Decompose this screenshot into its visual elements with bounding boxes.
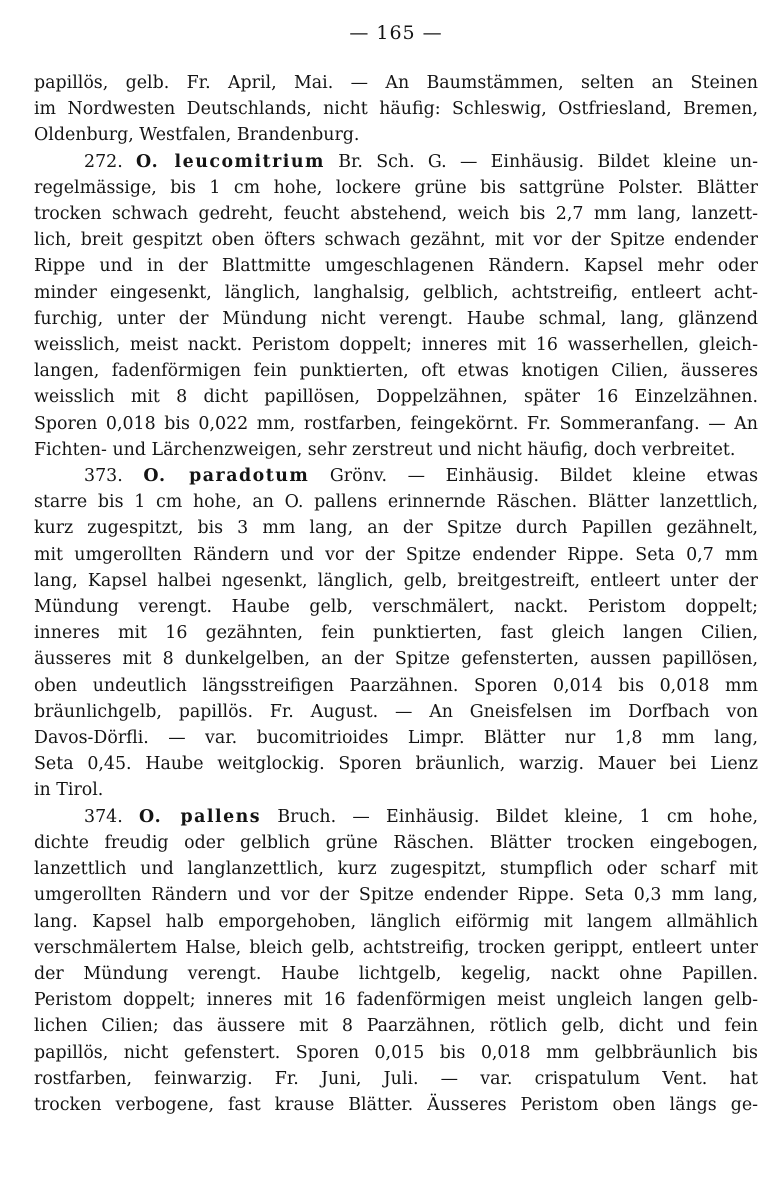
text-line bbox=[34, 594, 758, 620]
text-line bbox=[34, 909, 758, 935]
line-text: bräunlichgelb, papillös. Fr. August. — An Gneisfelsen im Dorfbach von bbox=[34, 701, 758, 722]
text-line bbox=[34, 122, 758, 148]
line-text: lang, Kapsel halbei ngesenkt, länglich, gelb, breitgestreift, entleert unter der bbox=[34, 570, 758, 591]
text-line bbox=[34, 935, 758, 961]
text-line bbox=[34, 1013, 758, 1039]
line-text: dichte freudig oder gelblich grüne Räschen. Blätter trocken eingebogen, bbox=[34, 832, 758, 853]
line-text: papillös, nicht gefenstert. Sporen 0,015 bis 0,018 mm gelbbräunlich bis bbox=[34, 1042, 758, 1063]
line-text: papillös, gelb. Fr. April, Mai. — An Baumstämmen, selten an Steinen bbox=[34, 73, 758, 93]
text-line bbox=[34, 882, 758, 908]
species-number: 272. bbox=[84, 151, 137, 172]
text-line bbox=[34, 201, 758, 227]
text-line bbox=[34, 751, 758, 777]
line-text: rostfarben, feinwarzig. Fr. Juni, Juli. — var. crispatulum Vent. hat bbox=[34, 1068, 758, 1089]
line-text: lich, breit gespitzt oben öfters schwach gezähnt, mit vor der Spitze endender bbox=[34, 230, 758, 251]
text-line bbox=[34, 280, 758, 306]
line-text: Rippe und in der Blattmitte umgeschlagenen Rändern. Kapsel mehr oder bbox=[34, 256, 758, 277]
species-number: 373. bbox=[84, 466, 144, 487]
species-name: O. pallens bbox=[138, 806, 262, 827]
line-text: Sporen 0,018 bis 0,022 mm, rostfarben, feingekörnt. Fr. Sommeranfang. — An bbox=[34, 413, 758, 434]
line-text: Bruch. — Einhäusig. Bildet kleine, 1 cm hohe, bbox=[261, 806, 758, 827]
line-text: äusseres mit 8 dunkelgelben, an der Spitze gefensterten, aussen papillösen, bbox=[34, 649, 758, 670]
text-line bbox=[34, 70, 758, 96]
text-line bbox=[34, 306, 758, 332]
text-line bbox=[34, 830, 758, 856]
line-text: oben undeutlich längsstreifigen Paarzähnen. Sporen 0,014 bis 0,018 mm bbox=[34, 675, 758, 696]
text-line bbox=[34, 568, 758, 594]
line-text: Oldenburg, Westfalen, Brandenburg. bbox=[34, 125, 360, 146]
line-text: verschmälertem Halse, bleich gelb, achtstreifig, trocken gerippt, entleert unter bbox=[34, 937, 758, 958]
text-line bbox=[34, 673, 758, 699]
species-entry-first-line bbox=[34, 463, 758, 489]
line-text: langen, fadenförmigen fein punktierten, oft etwas knotigen Cilien, äusseres bbox=[34, 361, 758, 382]
page-body-text bbox=[34, 70, 758, 1118]
line-text: Mündung verengt. Haube gelb, verschmälert, nackt. Peristom doppelt; bbox=[34, 597, 758, 618]
species-entry-first-line bbox=[34, 804, 758, 830]
text-line bbox=[34, 1066, 758, 1092]
line-text: trocken verbogene, fast krause Blätter. Äusseres Peristom oben längs ge- bbox=[34, 1094, 758, 1115]
line-text: Grönv. — Einhäusig. Bildet kleine etwas bbox=[309, 466, 758, 487]
text-line bbox=[34, 620, 758, 646]
line-text: Br. Sch. G. — Einhäusig. Bildet kleine un- bbox=[324, 151, 758, 172]
text-line bbox=[34, 437, 758, 463]
text-line bbox=[34, 725, 758, 751]
text-line bbox=[34, 515, 758, 541]
text-line bbox=[34, 96, 758, 122]
line-text: umgerollten Rändern und vor der Spitze endender Rippe. Seta 0,3 mm lang, bbox=[34, 885, 758, 906]
text-line bbox=[34, 358, 758, 384]
line-text: kurz zugespitzt, bis 3 mm lang, an der Spitze durch Papillen gezähnelt, bbox=[34, 518, 758, 539]
line-text: der Mündung verengt. Haube lichtgelb, kegelig, nackt ohne Papillen. bbox=[34, 963, 758, 984]
species-entry-first-line bbox=[34, 149, 758, 175]
text-line bbox=[34, 175, 758, 201]
line-text: Peristom doppelt; inneres mit 16 fadenförmigen meist ungleich langen gelb- bbox=[34, 990, 758, 1011]
line-text: starre bis 1 cm hohe, an O. pallens erinnernde Räschen. Blätter lanzettlich, bbox=[34, 492, 758, 513]
text-line bbox=[34, 227, 758, 253]
text-line bbox=[34, 253, 758, 279]
text-line bbox=[34, 646, 758, 672]
line-text: regelmässige, bis 1 cm hohe, lockere grüne bis sattgrüne Polster. Blätter bbox=[34, 177, 758, 198]
text-line bbox=[34, 987, 758, 1013]
line-text: mit umgerollten Rändern und vor der Spitze endender Rippe. Seta 0,7 mm bbox=[34, 544, 758, 565]
line-text: lichen Cilien; das äussere mit 8 Paarzähnen, rötlich gelb, dicht und fein bbox=[34, 1016, 758, 1037]
line-text: Seta 0,45. Haube weitglockig. Sporen bräunlich, warzig. Mauer bei Lienz bbox=[34, 754, 758, 775]
species-name: O. leucomitrium bbox=[136, 151, 325, 172]
text-line bbox=[34, 332, 758, 358]
text-line bbox=[34, 542, 758, 568]
text-line bbox=[34, 856, 758, 882]
text-line bbox=[34, 384, 758, 410]
line-text: Fichten- und Lärchenzweigen, sehr zerstreut und nicht häufig, doch verbreitet. bbox=[34, 439, 736, 460]
species-number: 374. bbox=[84, 806, 139, 827]
text-line bbox=[34, 699, 758, 725]
line-text: lanzettlich und langlanzettlich, kurz zugespitzt, stumpflich oder scharf mit bbox=[34, 859, 758, 880]
line-text: furchig, unter der Mündung nicht verengt. Haube schmal, lang, glänzend bbox=[34, 308, 758, 329]
text-line bbox=[34, 411, 758, 437]
text-line bbox=[34, 961, 758, 987]
species-name: O. paradotum bbox=[143, 466, 310, 487]
line-text: weisslich, meist nackt. Peristom doppelt; inneres mit 16 wasserhellen, gleich- bbox=[34, 335, 758, 356]
line-text: inneres mit 16 gezähnten, fein punktierten, fast gleich langen Cilien, bbox=[34, 623, 758, 644]
line-text: lang. Kapsel halb emporgehoben, länglich eiförmig mit langem allmählich bbox=[34, 911, 758, 932]
text-line bbox=[34, 1040, 758, 1066]
line-text: weisslich mit 8 dicht papillösen, Doppelzähnen, später 16 Einzelzähnen. bbox=[34, 387, 758, 408]
line-text: minder eingesenkt, länglich, langhalsig, gelblich, achtstreifig, entleert acht- bbox=[34, 282, 758, 303]
text-line bbox=[34, 1092, 758, 1118]
line-text: Davos-Dörfli. — var. bucomitrioides Limpr. Blätter nur 1,8 mm lang, bbox=[34, 728, 758, 749]
line-text: im Nordwesten Deutschlands, nicht häufig: Schleswig, Ostfriesland, Bremen, bbox=[34, 99, 758, 120]
text-line bbox=[34, 489, 758, 515]
line-text: in Tirol. bbox=[34, 780, 104, 801]
page-number: — 165 — bbox=[349, 22, 443, 44]
line-text: trocken schwach gedreht, feucht abstehend, weich bis 2,7 mm lang, lanzett- bbox=[34, 204, 758, 225]
text-line bbox=[34, 777, 758, 803]
